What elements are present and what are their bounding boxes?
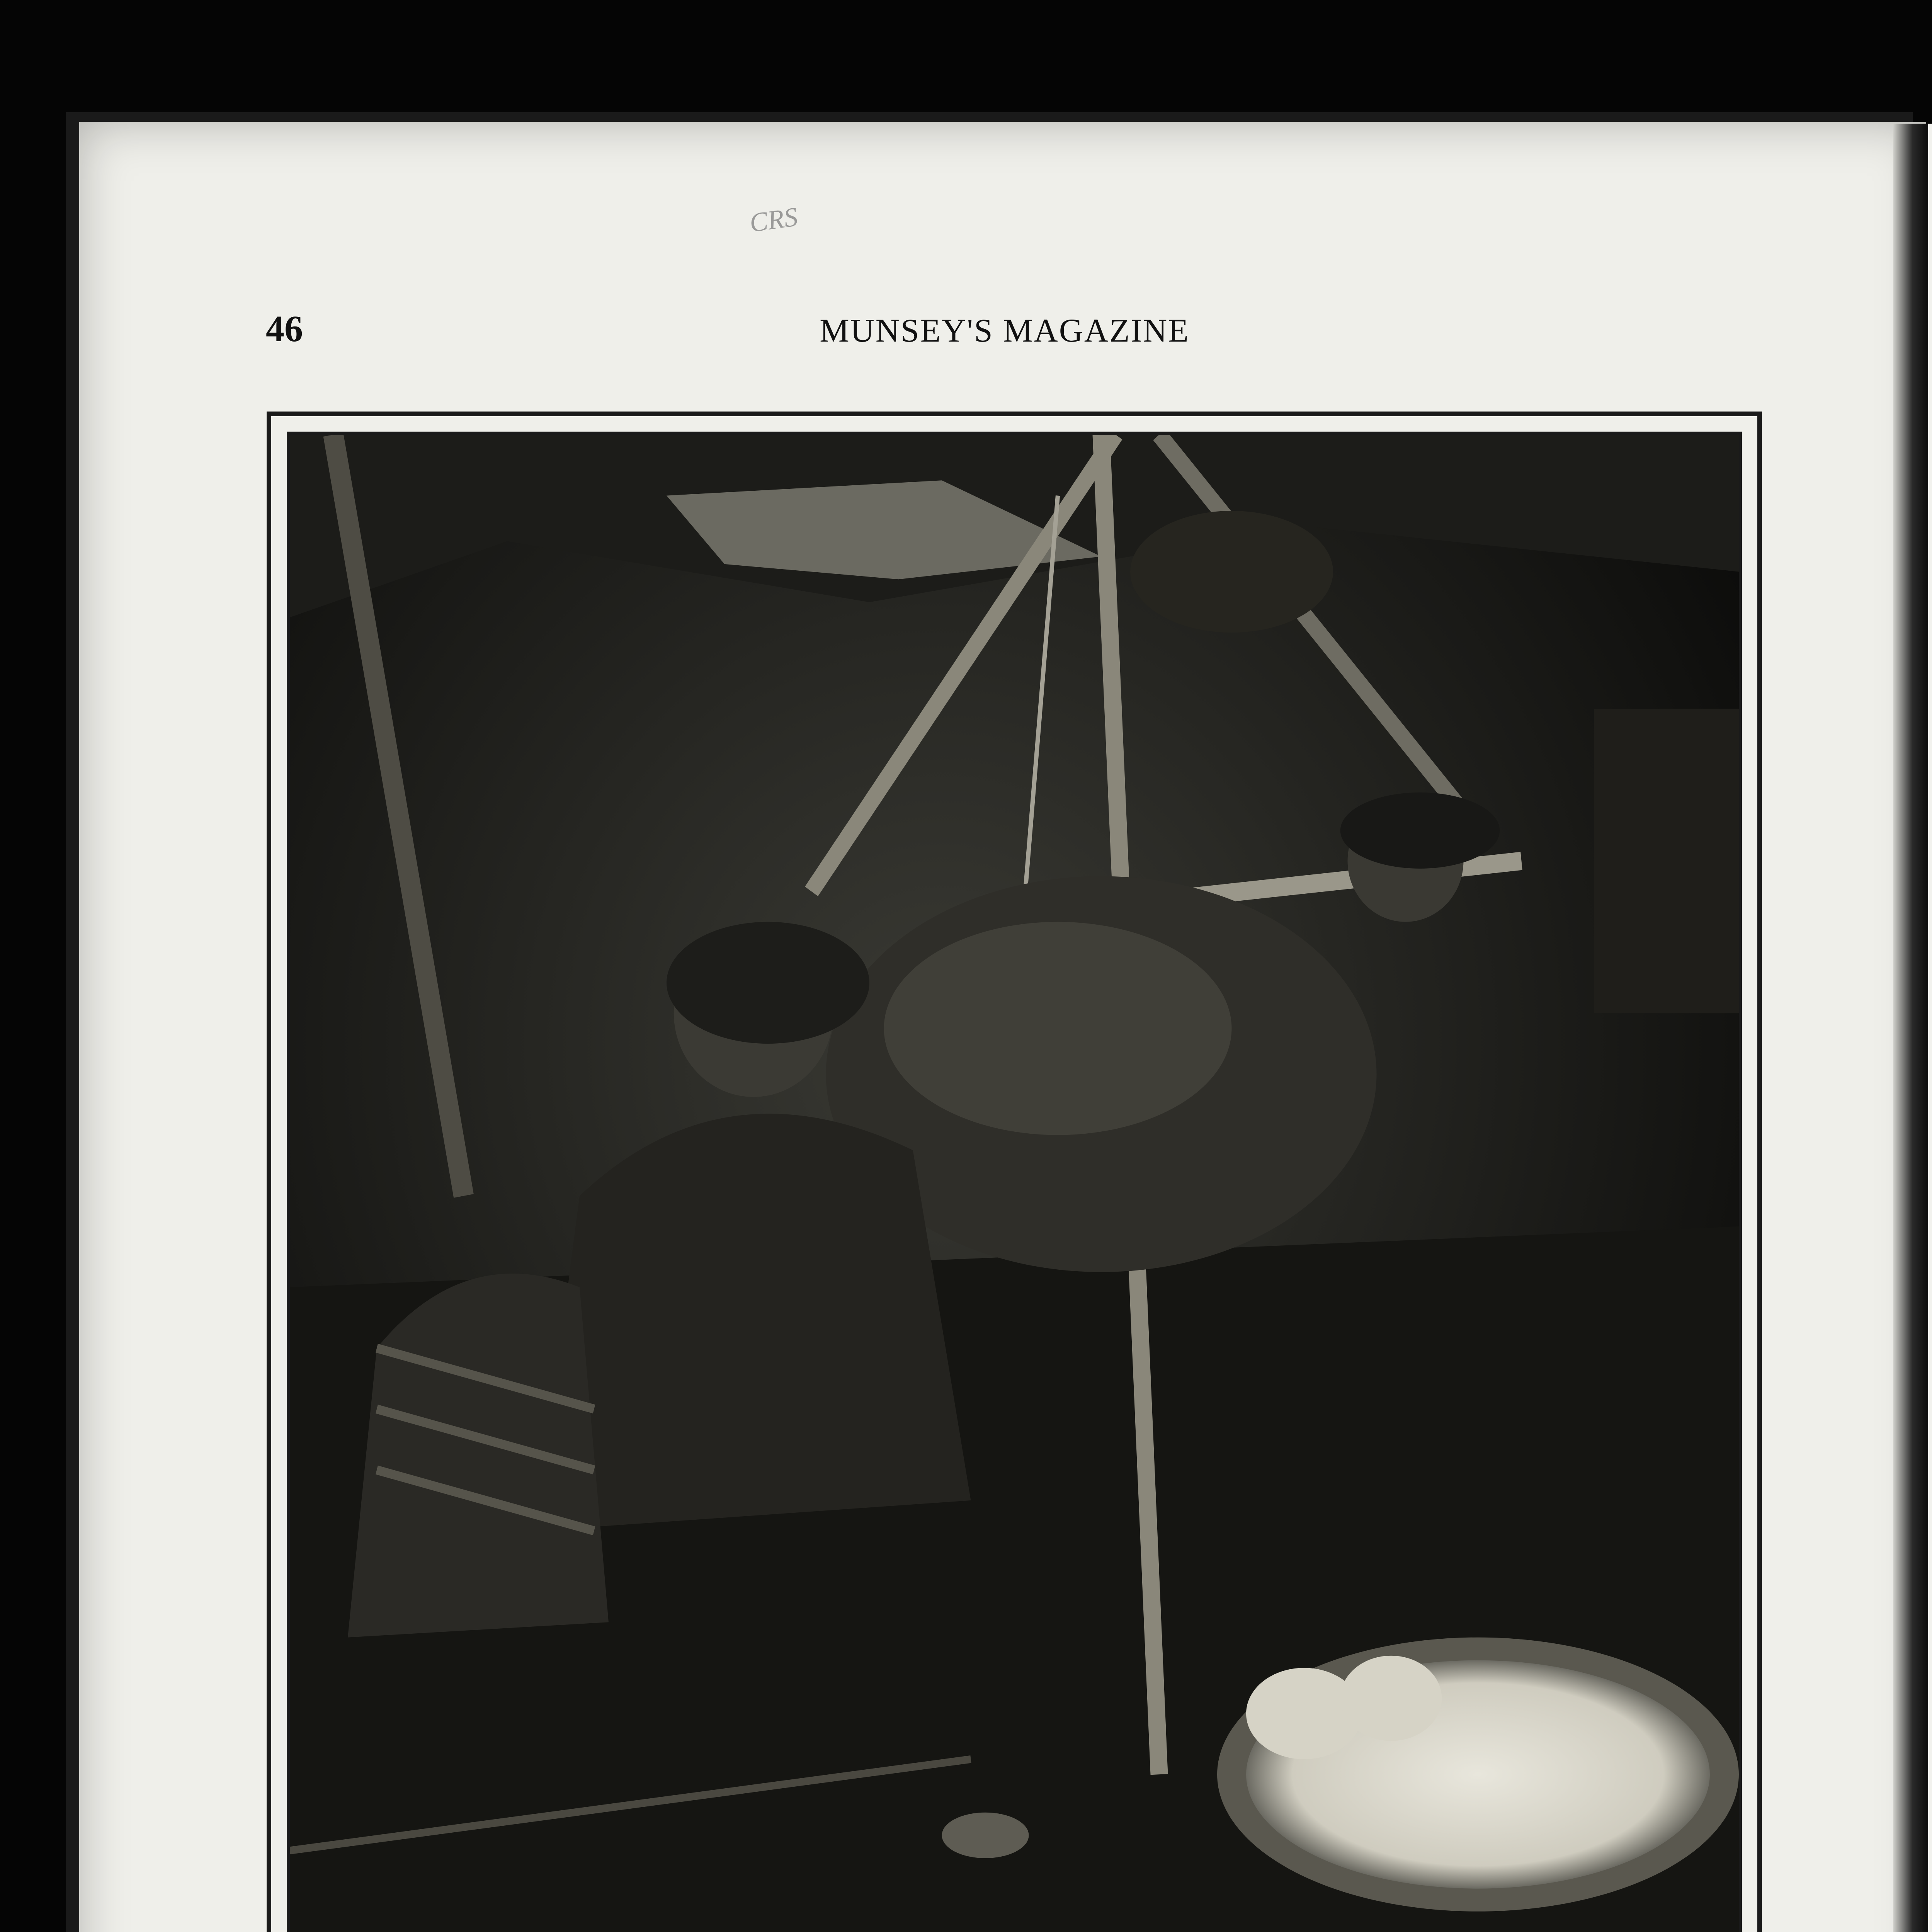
page-number: 46: [266, 308, 303, 349]
page-gutter: [1893, 124, 1928, 1932]
photograph-arab-women-making-butter: [287, 432, 1742, 1932]
library-stamp: CRS: [748, 202, 800, 238]
running-head: MUNSEY'S MAGAZINE: [820, 312, 1190, 349]
photo-illustration: [290, 435, 1739, 1932]
photo-frame: [267, 412, 1762, 1932]
